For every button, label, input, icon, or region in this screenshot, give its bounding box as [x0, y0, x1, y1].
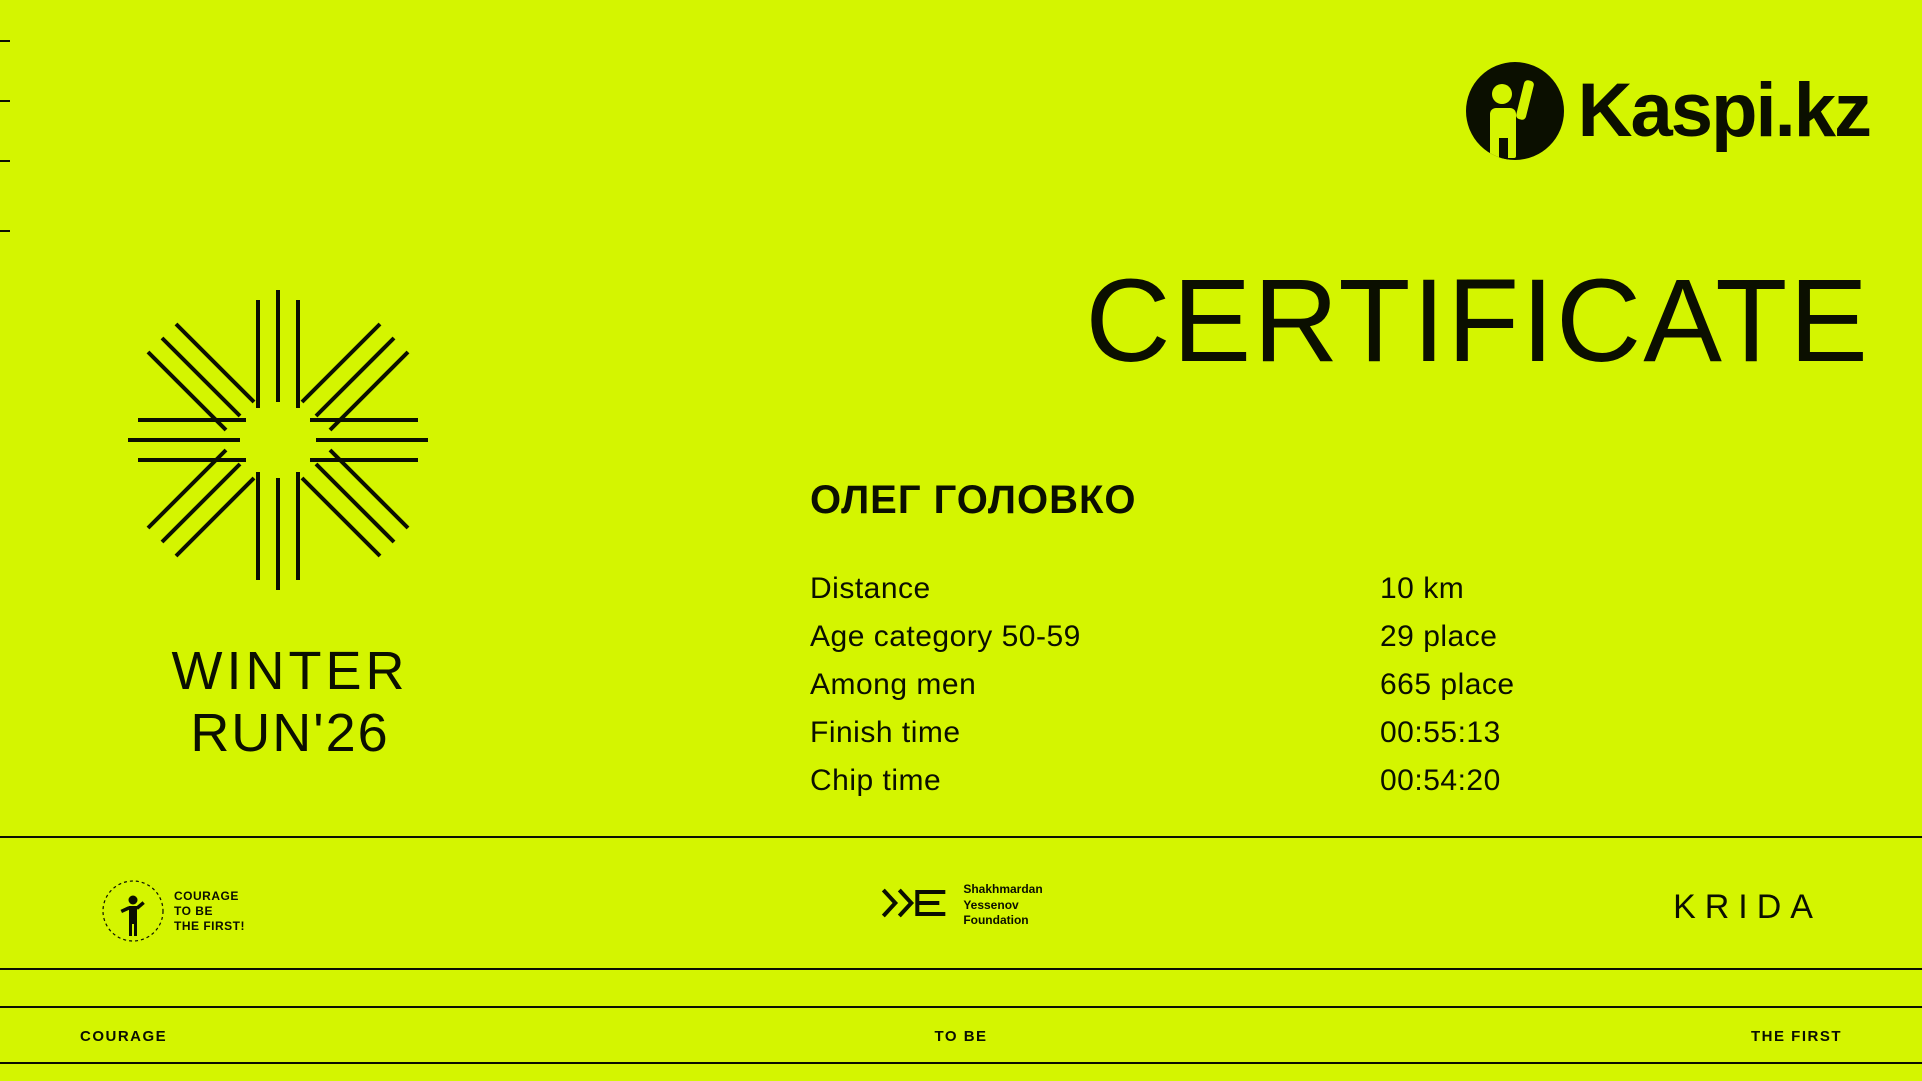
divider: [0, 836, 1922, 838]
result-label: Distance: [810, 572, 931, 605]
edge-tick: [0, 230, 10, 232]
results-table: [810, 572, 1810, 812]
event-title-line2: RUN'26: [190, 703, 390, 764]
courage-line3: THE FIRST!: [174, 918, 245, 933]
result-value: 29 place: [1380, 620, 1498, 653]
result-label: Age category 50-59: [810, 620, 1081, 653]
edge-tick: [0, 160, 10, 162]
courage-figure-icon: [100, 878, 166, 944]
yessenov-line1: Shakhmardan: [963, 882, 1043, 896]
edge-tick: [0, 40, 10, 42]
slogan-middle: TO BE: [934, 1027, 988, 1045]
event-title-line1: WINTER: [171, 641, 409, 701]
athlete-name: ОЛЕГ ГОЛОВКО: [810, 478, 1137, 522]
divider: [0, 968, 1922, 970]
result-value: 665 place: [1380, 668, 1515, 701]
table-row: [810, 764, 1810, 798]
table-row: [810, 668, 1810, 702]
page-title: CERTIFICATE: [1085, 255, 1870, 387]
yessenov-line3: Foundation: [963, 913, 1029, 928]
table-row: [810, 572, 1810, 606]
yessenov-monogram-icon: [879, 884, 953, 927]
divider: [0, 1006, 1922, 1008]
table-row: [810, 716, 1810, 750]
snowflake-icon: [128, 290, 428, 590]
result-value: 00:55:13: [1380, 716, 1501, 749]
edge-tick: [0, 100, 10, 102]
result-label: Finish time: [810, 716, 961, 749]
courage-line2: TO BE: [174, 903, 213, 918]
partner-krida: KRIDA: [1673, 888, 1822, 926]
divider: [0, 1062, 1922, 1064]
courage-line1: COURAGE: [174, 888, 239, 903]
slogan-strip: [0, 1016, 1922, 1056]
result-label: Among men: [810, 668, 977, 701]
table-row: [810, 620, 1810, 654]
kaspi-wordmark: Kaspi.kz: [1577, 68, 1870, 153]
result-label: Chip time: [810, 764, 942, 797]
partner-strip: [0, 860, 1922, 965]
partner-courage-fund: [100, 878, 245, 944]
result-value: 00:54:20: [1380, 764, 1501, 797]
kaspi-logo: [1466, 62, 1870, 160]
result-value: 10 km: [1380, 572, 1465, 605]
slogan-right: THE FIRST: [1751, 1027, 1842, 1045]
slogan-left: COURAGE: [80, 1027, 168, 1045]
event-title: [130, 640, 450, 764]
yessenov-text: [963, 882, 1042, 929]
courage-fund-text: [174, 889, 245, 934]
yessenov-line2: Yessenov: [963, 897, 1019, 912]
partner-yessenov-foundation: [879, 882, 1042, 929]
kaspi-person-icon: [1466, 62, 1564, 160]
